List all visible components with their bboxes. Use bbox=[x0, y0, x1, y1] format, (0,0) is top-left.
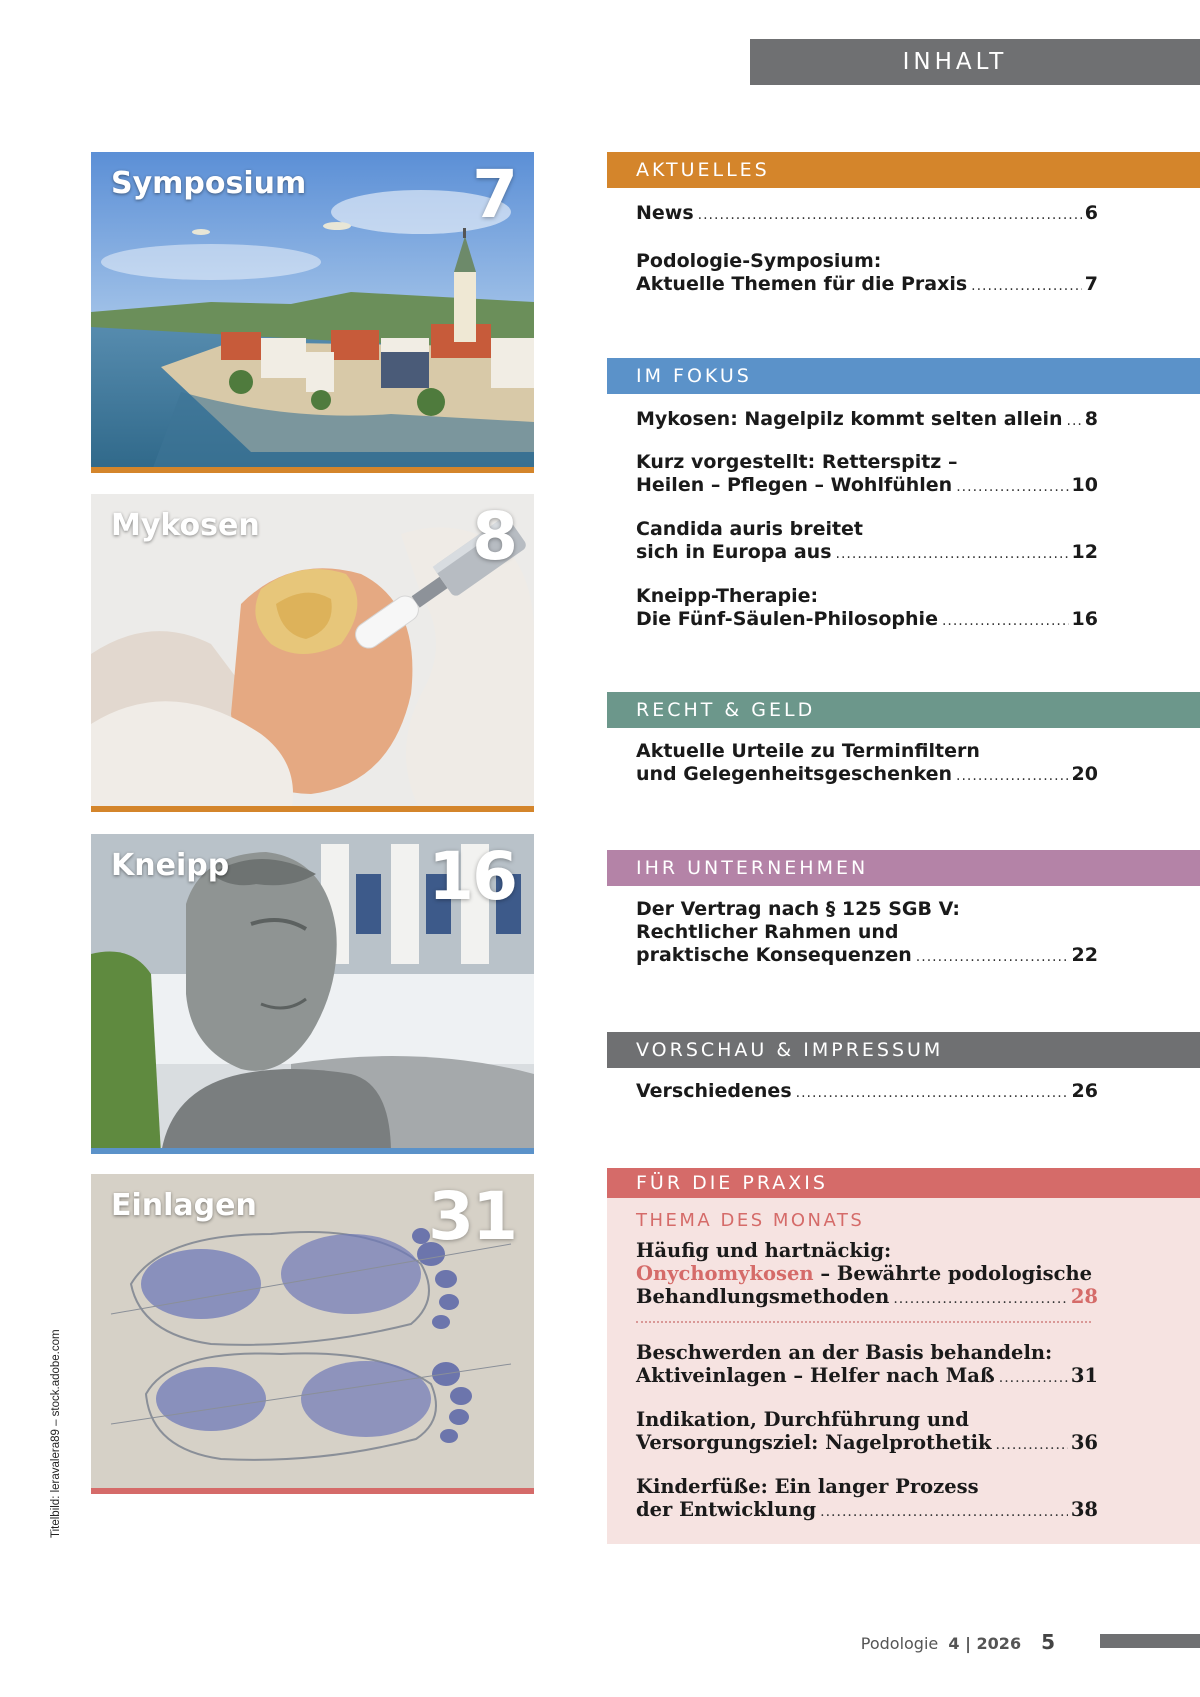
section-heading bbox=[607, 1032, 1200, 1068]
section-im-fokus bbox=[607, 358, 1200, 648]
section-title: IHR UNTERNEHMEN bbox=[636, 857, 869, 879]
toc-entry[interactable] bbox=[636, 518, 1098, 566]
entry-page: 36 bbox=[1070, 1431, 1098, 1454]
section-title: IM FOKUS bbox=[636, 365, 752, 387]
section-ihr-unternehmen bbox=[607, 850, 1200, 980]
section-heading bbox=[607, 358, 1200, 394]
entry-page: 16 bbox=[1071, 608, 1098, 630]
entry-page: 26 bbox=[1071, 1080, 1098, 1102]
card-mykosen[interactable] bbox=[91, 494, 534, 812]
entry-title: Podologie-Symposium: bbox=[636, 250, 882, 272]
section-title: AKTUELLES bbox=[636, 159, 770, 181]
section-heading bbox=[607, 152, 1200, 188]
card-page-number: 31 bbox=[428, 1178, 516, 1255]
magazine-name: Podologie bbox=[860, 1634, 939, 1653]
entry-title: Die Fünf-Säulen-Philosophie bbox=[636, 608, 938, 630]
entry-title: Behandlungsmethoden bbox=[636, 1285, 890, 1308]
entry-title: sich in Europa aus bbox=[636, 541, 832, 563]
card-stripe bbox=[91, 806, 534, 812]
card-caption: Mykosen bbox=[111, 508, 260, 543]
entry-title: Aktuelle Themen für die Praxis bbox=[636, 273, 968, 295]
card-page-number: 16 bbox=[428, 838, 516, 915]
toc-entry[interactable] bbox=[636, 585, 1098, 633]
section-heading bbox=[607, 1168, 1200, 1198]
toc-entry[interactable] bbox=[636, 408, 1098, 433]
page-title: INHALT bbox=[902, 49, 1008, 75]
section-aktuelles bbox=[607, 152, 1200, 312]
card-stripe bbox=[91, 1488, 534, 1494]
toc-entry[interactable] bbox=[636, 740, 1098, 788]
toc-entry[interactable] bbox=[636, 1408, 1098, 1457]
section-heading bbox=[607, 692, 1200, 728]
entry-page: 22 bbox=[1071, 944, 1098, 966]
entry-page: 12 bbox=[1071, 541, 1098, 563]
dot-leader bbox=[996, 1434, 1068, 1457]
dot-leader bbox=[999, 1367, 1068, 1390]
entry-page: 6 bbox=[1084, 202, 1098, 224]
section-title: RECHT & GELD bbox=[636, 699, 816, 721]
entry-title: Der Vertrag nach § 125 SGB V: bbox=[636, 898, 961, 920]
entry-title: der Entwicklung bbox=[636, 1498, 817, 1521]
dot-leader bbox=[796, 1082, 1069, 1105]
entry-title: Häufig und hartnäckig: bbox=[636, 1239, 892, 1262]
dot-leader bbox=[1067, 410, 1082, 433]
entry-title: Kinderfüße: Ein langer Prozess bbox=[636, 1475, 979, 1498]
dot-leader bbox=[971, 275, 1082, 298]
entry-title: Kurz vorgestellt: Retterspitz – bbox=[636, 451, 958, 473]
entry-title: praktische Konsequenzen bbox=[636, 944, 912, 966]
entry-title: Beschwerden an der Basis behandeln: bbox=[636, 1341, 1053, 1364]
dot-leader bbox=[836, 543, 1069, 566]
section-recht-geld bbox=[607, 692, 1200, 802]
entry-title: Versorgungsziel: Nagelprothetik bbox=[636, 1431, 992, 1454]
toc-entry[interactable] bbox=[636, 1341, 1098, 1390]
entry-title: Mykosen: Nagelpilz kommt selten allein bbox=[636, 408, 1063, 430]
card-kneipp[interactable] bbox=[91, 834, 534, 1154]
card-page-number: 7 bbox=[472, 156, 516, 233]
footer-bar bbox=[1100, 1634, 1200, 1648]
entry-title: Aktiveinlagen – Helfer nach Maß bbox=[636, 1364, 995, 1387]
issue-number: 4 | 2026 bbox=[948, 1634, 1022, 1653]
entry-page: 7 bbox=[1084, 273, 1098, 295]
entry-title: Indikation, Durchführung und bbox=[636, 1408, 969, 1431]
photo-credit: Titelbild: leravalera89 – stock.adobe.com bbox=[50, 1329, 62, 1538]
card-page-number: 8 bbox=[472, 498, 516, 575]
section-title: VORSCHAU & IMPRESSUM bbox=[636, 1039, 944, 1061]
entry-page: 20 bbox=[1071, 763, 1098, 785]
card-symposium[interactable] bbox=[91, 152, 534, 473]
divider bbox=[636, 1321, 1091, 1323]
entry-title: Heilen – Pflegen – Wohlfühlen bbox=[636, 474, 953, 496]
toc-entry[interactable] bbox=[636, 451, 1098, 499]
dot-leader bbox=[893, 1288, 1068, 1311]
featured-entry[interactable] bbox=[636, 1239, 1098, 1311]
entry-title: – Bewährte podologische bbox=[813, 1262, 1093, 1285]
entry-page: 8 bbox=[1084, 408, 1098, 430]
section-title: FÜR DIE PRAXIS bbox=[636, 1172, 828, 1194]
section-header-inhalt bbox=[750, 39, 1200, 85]
card-einlagen[interactable] bbox=[91, 1174, 534, 1494]
card-stripe bbox=[91, 467, 534, 473]
card-caption: Symposium bbox=[111, 166, 307, 201]
section-vorschau-impressum bbox=[607, 1032, 1200, 1112]
entry-title: Verschiedenes bbox=[636, 1080, 792, 1102]
entry-page: 10 bbox=[1071, 474, 1098, 496]
dot-leader bbox=[916, 946, 1069, 969]
entry-title: Candida auris breitet bbox=[636, 518, 864, 540]
entry-page: 28 bbox=[1070, 1285, 1098, 1308]
entry-title: Kneipp-Therapie: bbox=[636, 585, 819, 607]
dot-leader bbox=[956, 765, 1069, 788]
section-fuer-die-praxis bbox=[607, 1168, 1200, 1544]
page-footer bbox=[861, 1630, 1055, 1654]
card-stripe bbox=[91, 1148, 534, 1154]
section-heading bbox=[607, 850, 1200, 886]
toc-entry[interactable] bbox=[636, 1080, 1098, 1105]
entry-title: News bbox=[636, 202, 694, 224]
entry-title: Rechtlicher Rahmen und bbox=[636, 921, 899, 943]
page-number: 5 bbox=[1041, 1630, 1055, 1654]
entry-page: 38 bbox=[1070, 1498, 1098, 1521]
card-caption: Einlagen bbox=[111, 1188, 257, 1223]
dot-leader bbox=[698, 204, 1082, 227]
toc-entry[interactable] bbox=[636, 898, 1098, 969]
dot-leader bbox=[942, 610, 1069, 633]
dot-leader bbox=[956, 476, 1068, 499]
toc-entry[interactable] bbox=[636, 1475, 1098, 1524]
highlight-term: Onychomykosen bbox=[636, 1262, 814, 1285]
dot-leader bbox=[820, 1501, 1068, 1524]
toc-entry[interactable] bbox=[636, 202, 1098, 227]
card-caption: Kneipp bbox=[111, 848, 230, 883]
entry-title: Aktuelle Urteile zu Terminfiltern bbox=[636, 740, 980, 762]
entry-title: und Gelegenheitsgeschenken bbox=[636, 763, 953, 785]
entry-page: 31 bbox=[1070, 1364, 1098, 1387]
toc-entry[interactable] bbox=[636, 250, 1098, 298]
thema-des-monats-label: THEMA DES MONATS bbox=[636, 1210, 865, 1231]
